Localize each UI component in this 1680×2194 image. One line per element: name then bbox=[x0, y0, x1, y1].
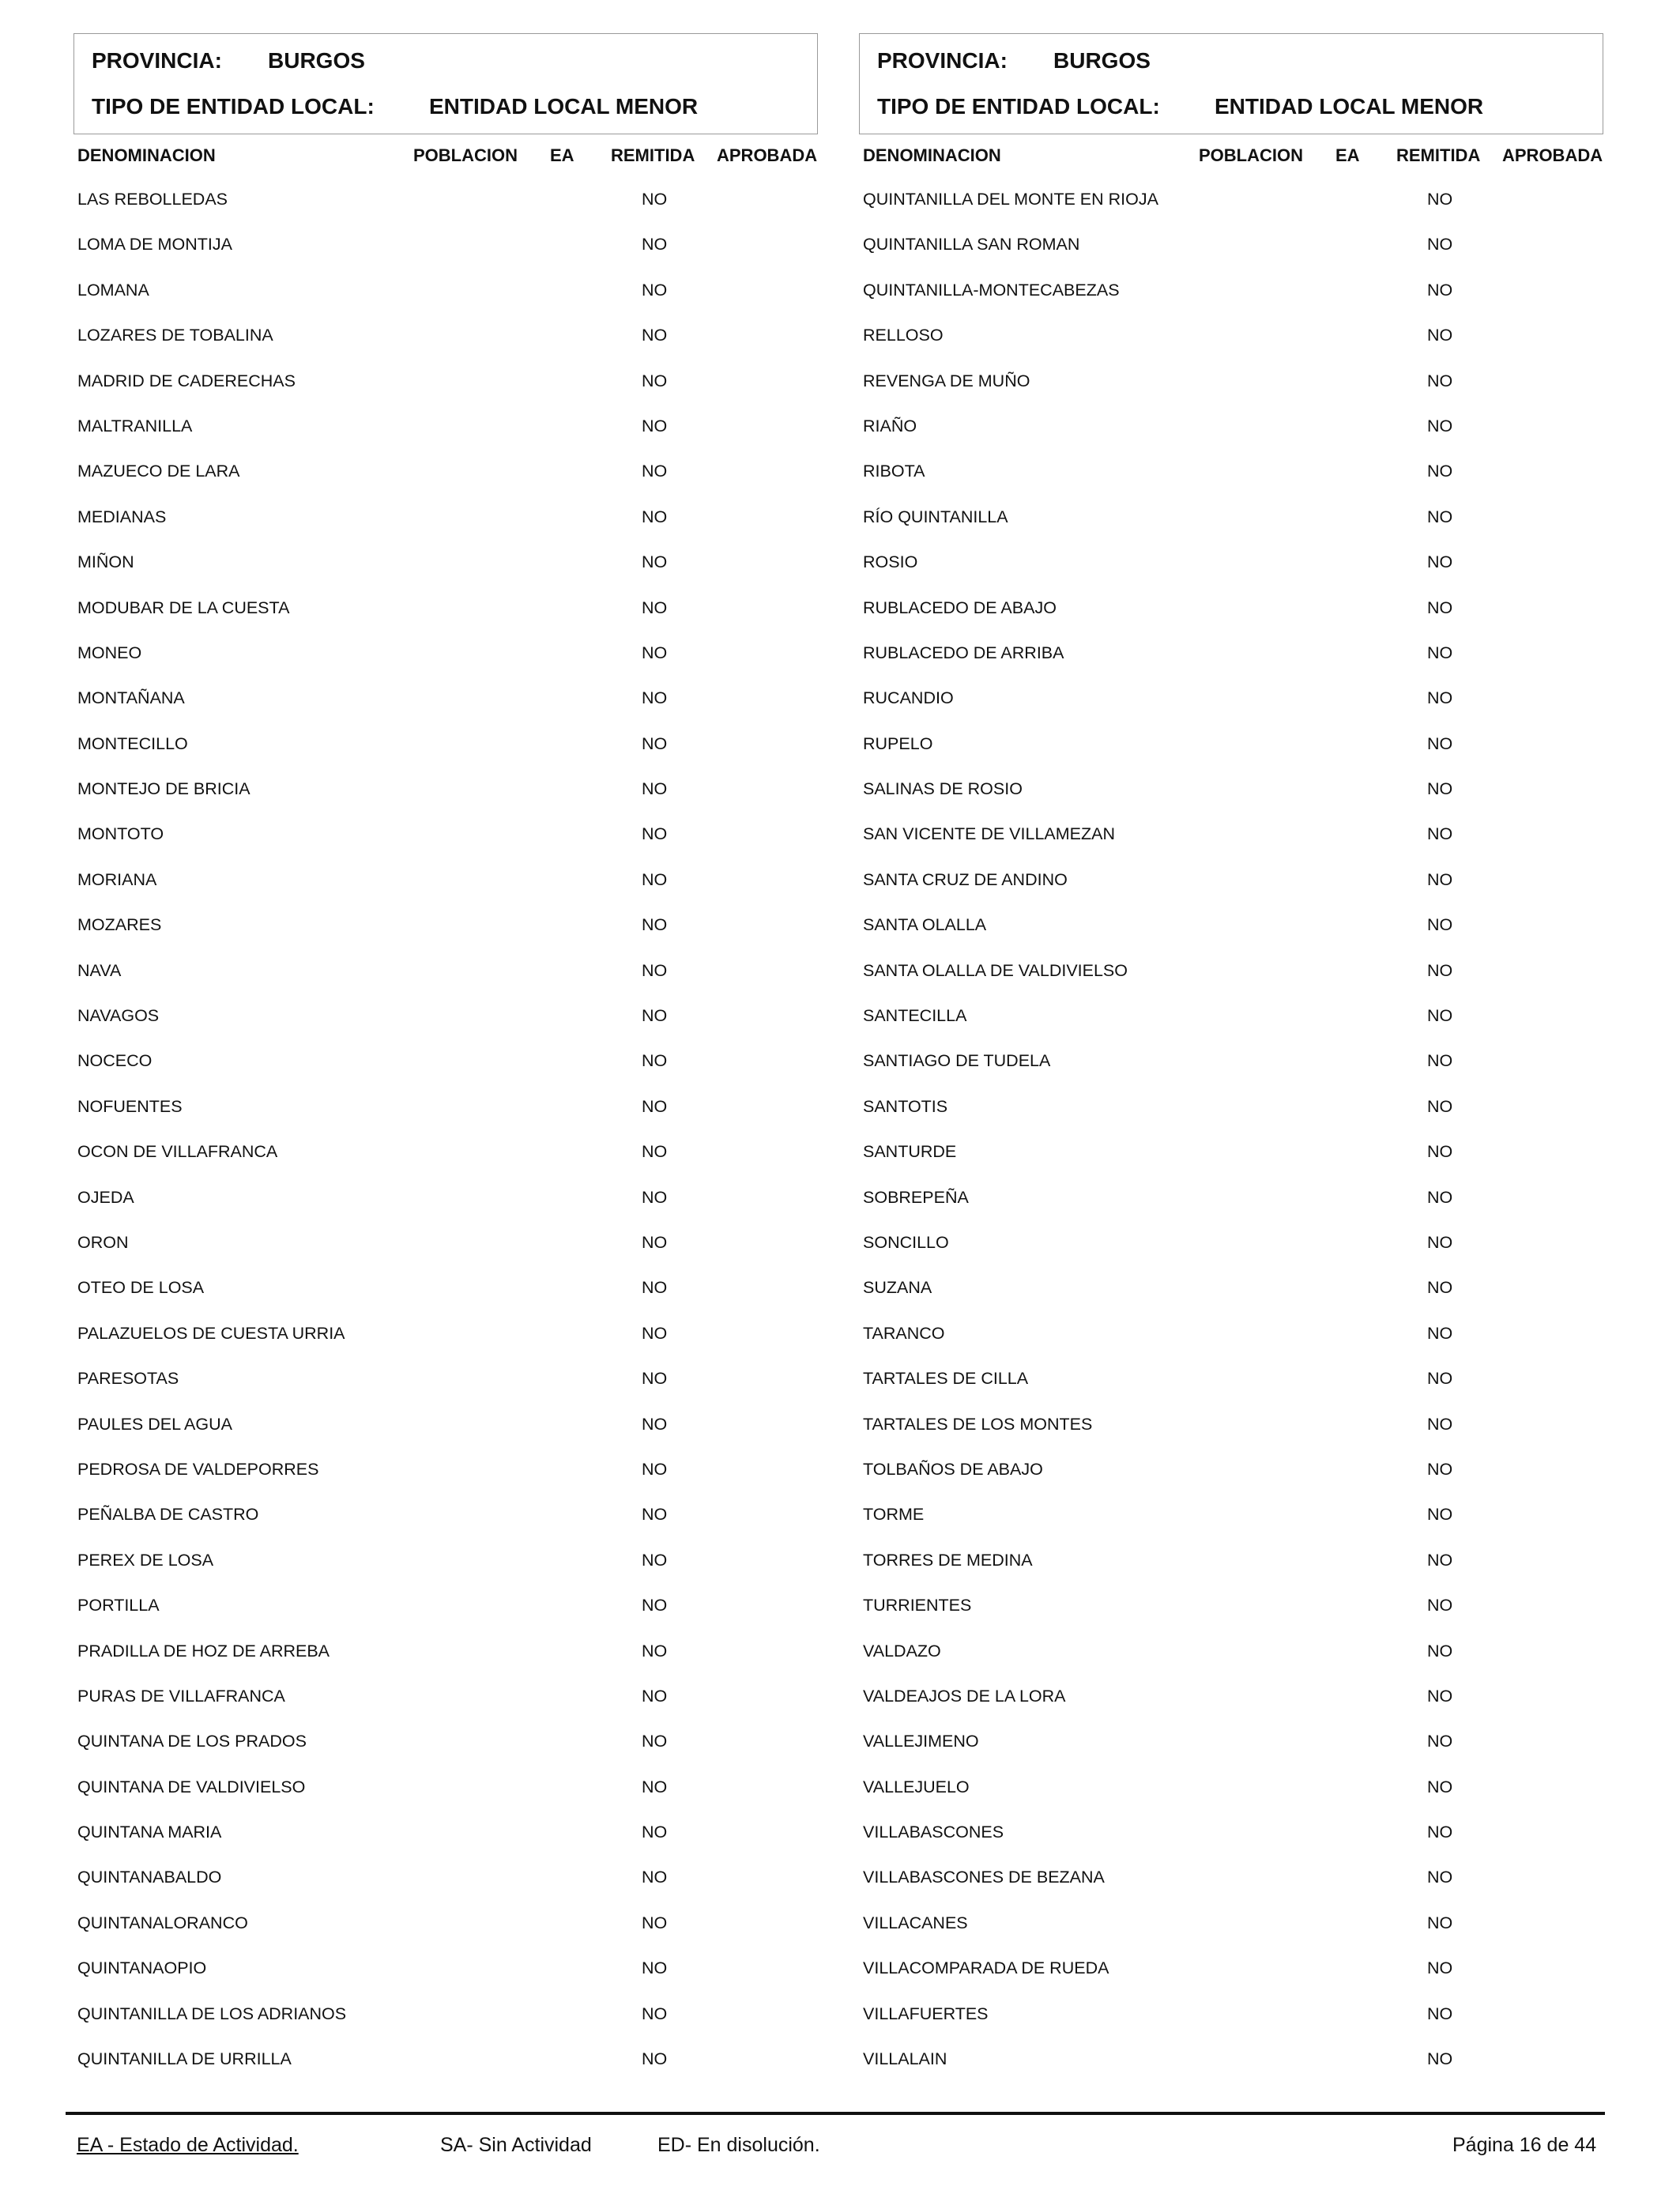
tipo-label: TIPO DE ENTIDAD LOCAL: bbox=[877, 94, 1160, 119]
tipo-label: TIPO DE ENTIDAD LOCAL: bbox=[92, 94, 375, 119]
remitida-value: NO bbox=[1427, 1096, 1453, 1116]
remitida-value: NO bbox=[642, 1868, 668, 1887]
entity-name: QUINTANA DE VALDIVIELSO bbox=[77, 1777, 306, 1796]
table-row bbox=[859, 674, 1603, 719]
table-row bbox=[73, 1763, 818, 1808]
table-row bbox=[859, 538, 1603, 583]
table-row bbox=[73, 1808, 818, 1853]
table-row bbox=[859, 901, 1603, 946]
remitida-value: NO bbox=[1427, 598, 1453, 617]
remitida-value: NO bbox=[642, 507, 668, 526]
remitida-value: NO bbox=[1427, 1051, 1453, 1071]
provincia-label: PROVINCIA: bbox=[877, 48, 1008, 73]
table-row bbox=[73, 1581, 818, 1627]
table-row bbox=[859, 1037, 1603, 1082]
remitida-value: NO bbox=[1427, 960, 1453, 980]
table-row bbox=[73, 765, 818, 810]
entity-name: QUINTANILLA SAN ROMAN bbox=[863, 235, 1080, 254]
table-row bbox=[73, 357, 818, 402]
entity-name: RIBOTA bbox=[863, 462, 925, 481]
table-row bbox=[859, 493, 1603, 538]
table-row bbox=[859, 1310, 1603, 1355]
table-row bbox=[859, 1264, 1603, 1309]
entity-name: MEDIANAS bbox=[77, 507, 167, 526]
remitida-value: NO bbox=[1427, 1777, 1453, 1796]
entity-name: PURAS DE VILLAFRANCA bbox=[77, 1686, 285, 1706]
col-aprobada: APROBADA bbox=[717, 145, 818, 165]
remitida-value: NO bbox=[1427, 1278, 1453, 1298]
table-row bbox=[73, 1037, 818, 1082]
remitida-value: NO bbox=[1427, 1323, 1453, 1343]
table-row bbox=[859, 2035, 1603, 2080]
col-remitida: REMITIDA bbox=[611, 145, 695, 165]
col-ea: EA bbox=[1335, 145, 1360, 165]
remitida-value: NO bbox=[642, 1369, 668, 1389]
entity-name: SANTA OLALLA bbox=[863, 915, 987, 935]
entity-name: SANTA OLALLA DE VALDIVIELSO bbox=[863, 960, 1128, 980]
remitida-value: NO bbox=[1427, 1232, 1453, 1252]
table-row bbox=[859, 1536, 1603, 1581]
entity-name: PORTILLA bbox=[77, 1596, 160, 1615]
entity-name: MORIANA bbox=[77, 869, 157, 889]
entity-name: VILLACOMPARADA DE RUEDA bbox=[863, 1958, 1109, 1978]
remitida-value: NO bbox=[642, 235, 668, 254]
table-row bbox=[73, 1672, 818, 1717]
table-row bbox=[73, 1990, 818, 2035]
entity-name: PARESOTAS bbox=[77, 1369, 179, 1389]
remitida-value: NO bbox=[642, 371, 668, 390]
entity-name: QUINTANILLA-MONTECABEZAS bbox=[863, 280, 1120, 300]
entity-name: QUINTANALORANCO bbox=[77, 1913, 248, 1932]
entity-name: MALTRANILLA bbox=[77, 416, 193, 435]
remitida-value: NO bbox=[1427, 1596, 1453, 1615]
remitida-value: NO bbox=[1427, 552, 1453, 572]
entity-name: MADRID DE CADERECHAS bbox=[77, 371, 296, 390]
entity-name: LAS REBOLLEDAS bbox=[77, 190, 228, 209]
remitida-value: NO bbox=[1427, 688, 1453, 708]
remitida-value: NO bbox=[1427, 733, 1453, 753]
remitida-value: NO bbox=[642, 462, 668, 481]
left-panel bbox=[73, 33, 818, 2080]
col-poblacion: POBLACION bbox=[1199, 145, 1303, 165]
table-row bbox=[73, 1853, 818, 1898]
table-row bbox=[73, 493, 818, 538]
remitida-value: NO bbox=[642, 960, 668, 980]
entity-name: TARANCO bbox=[863, 1323, 945, 1343]
table-row bbox=[73, 1128, 818, 1173]
remitida-value: NO bbox=[1427, 1142, 1453, 1162]
col-remitida: REMITIDA bbox=[1396, 145, 1481, 165]
remitida-value: NO bbox=[642, 598, 668, 617]
table-row bbox=[859, 1174, 1603, 1219]
remitida-value: NO bbox=[642, 1187, 668, 1207]
remitida-value: NO bbox=[642, 1051, 668, 1071]
table-row bbox=[859, 447, 1603, 492]
entity-name: SOBREPEÑA bbox=[863, 1187, 969, 1207]
table-row bbox=[73, 1355, 818, 1400]
entity-name: VILLABASCONES bbox=[863, 1823, 1004, 1842]
entity-name: LOZARES DE TOBALINA bbox=[77, 326, 273, 345]
table-row bbox=[73, 584, 818, 629]
entity-name: MAZUECO DE LARA bbox=[77, 462, 240, 481]
entity-name: QUINTANAOPIO bbox=[77, 1958, 207, 1978]
remitida-value: NO bbox=[642, 733, 668, 753]
entity-name: REVENGA DE MUÑO bbox=[863, 371, 1030, 390]
remitida-value: NO bbox=[642, 1096, 668, 1116]
remitida-value: NO bbox=[1427, 779, 1453, 799]
table-row bbox=[859, 1083, 1603, 1128]
table-row bbox=[859, 1355, 1603, 1400]
entity-name: RUBLACEDO DE ABAJO bbox=[863, 598, 1057, 617]
entity-name: SANTOTIS bbox=[863, 1096, 948, 1116]
entity-name: LOMA DE MONTIJA bbox=[77, 235, 232, 254]
remitida-value: NO bbox=[642, 824, 668, 844]
remitida-value: NO bbox=[642, 779, 668, 799]
remitida-value: NO bbox=[1427, 1823, 1453, 1842]
column-headers bbox=[859, 134, 1603, 175]
entity-name: QUINTANA MARIA bbox=[77, 1823, 222, 1842]
table-row bbox=[73, 538, 818, 583]
ed-legend: ED- En disolución. bbox=[657, 2134, 820, 2156]
table-row bbox=[859, 1627, 1603, 1672]
remitida-value: NO bbox=[1427, 416, 1453, 435]
remitida-value: NO bbox=[642, 280, 668, 300]
remitida-value: NO bbox=[1427, 1006, 1453, 1026]
table-row bbox=[73, 992, 818, 1037]
remitida-value: NO bbox=[1427, 1732, 1453, 1751]
entity-name: RIAÑO bbox=[863, 416, 917, 435]
table-row bbox=[859, 629, 1603, 674]
remitida-value: NO bbox=[642, 869, 668, 889]
entity-name: ORON bbox=[77, 1232, 129, 1252]
entity-name: VALLEJIMENO bbox=[863, 1732, 979, 1751]
table-row bbox=[859, 1446, 1603, 1491]
remitida-value: NO bbox=[1427, 1868, 1453, 1887]
right-panel bbox=[859, 33, 1603, 2080]
entity-name: RÍO QUINTANILLA bbox=[863, 507, 1008, 526]
table-row bbox=[73, 1491, 818, 1536]
entity-name: VALDEAJOS DE LA LORA bbox=[863, 1686, 1066, 1706]
remitida-value: NO bbox=[642, 1414, 668, 1434]
remitida-value: NO bbox=[1427, 1550, 1453, 1570]
remitida-value: NO bbox=[1427, 190, 1453, 209]
entity-list bbox=[859, 175, 1603, 2080]
remitida-value: NO bbox=[642, 688, 668, 708]
col-denominacion: DENOMINACION bbox=[77, 145, 216, 165]
entity-name: SANTIAGO DE TUDELA bbox=[863, 1051, 1051, 1071]
table-row bbox=[859, 810, 1603, 855]
entity-name: NOCECO bbox=[77, 1051, 153, 1071]
remitida-value: NO bbox=[642, 1913, 668, 1932]
entity-name: MONTEJO DE BRICIA bbox=[77, 779, 250, 799]
remitida-value: NO bbox=[642, 552, 668, 572]
table-row bbox=[859, 266, 1603, 311]
table-row bbox=[73, 175, 818, 221]
remitida-value: NO bbox=[642, 1006, 668, 1026]
remitida-value: NO bbox=[1427, 326, 1453, 345]
remitida-value: NO bbox=[642, 2049, 668, 2069]
provincia-line bbox=[877, 48, 1151, 74]
remitida-value: NO bbox=[1427, 1369, 1453, 1389]
table-row bbox=[859, 1944, 1603, 1989]
table-row bbox=[859, 1990, 1603, 2035]
entity-name: OCON DE VILLAFRANCA bbox=[77, 1142, 278, 1162]
entity-name: PEREX DE LOSA bbox=[77, 1550, 214, 1570]
entity-name: TARTALES DE CILLA bbox=[863, 1369, 1029, 1389]
entity-name: VILLALAIN bbox=[863, 2049, 947, 2069]
remitida-value: NO bbox=[1427, 371, 1453, 390]
table-row bbox=[859, 765, 1603, 810]
table-row bbox=[859, 584, 1603, 629]
header-box bbox=[859, 33, 1603, 134]
entity-name: RUBLACEDO DE ARRIBA bbox=[863, 643, 1064, 662]
entity-name: MIÑON bbox=[77, 552, 134, 572]
entity-name: PEÑALBA DE CASTRO bbox=[77, 1505, 259, 1525]
provincia-value: BURGOS bbox=[268, 48, 365, 73]
entity-name: NAVAGOS bbox=[77, 1006, 160, 1026]
remitida-value: NO bbox=[642, 1823, 668, 1842]
table-row bbox=[859, 1128, 1603, 1173]
table-row bbox=[73, 674, 818, 719]
remitida-value: NO bbox=[642, 915, 668, 935]
tipo-line bbox=[877, 94, 1484, 119]
col-poblacion: POBLACION bbox=[413, 145, 518, 165]
entity-name: SANTA CRUZ DE ANDINO bbox=[863, 869, 1068, 889]
entity-name: PEDROSA DE VALDEPORRES bbox=[77, 1459, 319, 1479]
provincia-line bbox=[92, 48, 365, 74]
remitida-value: NO bbox=[1427, 915, 1453, 935]
remitida-value: NO bbox=[1427, 1414, 1453, 1434]
footer-divider bbox=[66, 2112, 1605, 2115]
table-row bbox=[73, 901, 818, 946]
table-row bbox=[859, 1491, 1603, 1536]
entity-name: SALINAS DE ROSIO bbox=[863, 779, 1023, 799]
table-row bbox=[73, 266, 818, 311]
remitida-value: NO bbox=[642, 416, 668, 435]
table-row bbox=[859, 720, 1603, 765]
remitida-value: NO bbox=[1427, 1641, 1453, 1661]
remitida-value: NO bbox=[642, 1278, 668, 1298]
entity-list bbox=[73, 175, 818, 2080]
remitida-value: NO bbox=[642, 1550, 668, 1570]
remitida-value: NO bbox=[1427, 1459, 1453, 1479]
table-row bbox=[73, 856, 818, 901]
remitida-value: NO bbox=[1427, 462, 1453, 481]
entity-name: OJEDA bbox=[77, 1187, 134, 1207]
remitida-value: NO bbox=[1427, 824, 1453, 844]
table-row bbox=[73, 720, 818, 765]
entity-name: VILLABASCONES DE BEZANA bbox=[863, 1868, 1105, 1887]
remitida-value: NO bbox=[1427, 235, 1453, 254]
table-row bbox=[73, 1264, 818, 1309]
remitida-value: NO bbox=[1427, 1505, 1453, 1525]
entity-name: SANTECILLA bbox=[863, 1006, 967, 1026]
entity-name: TURRIENTES bbox=[863, 1596, 972, 1615]
entity-name: OTEO DE LOSA bbox=[77, 1278, 205, 1298]
remitida-value: NO bbox=[1427, 869, 1453, 889]
table-row bbox=[73, 1899, 818, 1944]
table-row bbox=[859, 1581, 1603, 1627]
table-row bbox=[73, 947, 818, 992]
table-row bbox=[73, 810, 818, 855]
entity-name: TARTALES DE LOS MONTES bbox=[863, 1414, 1093, 1434]
remitida-value: NO bbox=[1427, 643, 1453, 662]
remitida-value: NO bbox=[642, 1732, 668, 1751]
col-ea: EA bbox=[550, 145, 574, 165]
entity-name: SONCILLO bbox=[863, 1232, 949, 1252]
remitida-value: NO bbox=[642, 1323, 668, 1343]
remitida-value: NO bbox=[1427, 1913, 1453, 1932]
entity-name: MODUBAR DE LA CUESTA bbox=[77, 598, 290, 617]
entity-name: VILLACANES bbox=[863, 1913, 968, 1932]
entity-name: TORME bbox=[863, 1505, 925, 1525]
table-row bbox=[859, 311, 1603, 356]
col-aprobada: APROBADA bbox=[1502, 145, 1603, 165]
entity-name: SANTURDE bbox=[863, 1142, 957, 1162]
table-row bbox=[859, 1899, 1603, 1944]
table-row bbox=[73, 311, 818, 356]
table-row bbox=[73, 1944, 818, 1989]
table-row bbox=[73, 1446, 818, 1491]
table-row bbox=[859, 1853, 1603, 1898]
header-box bbox=[73, 33, 818, 134]
remitida-value: NO bbox=[1427, 1686, 1453, 1706]
tipo-value: ENTIDAD LOCAL MENOR bbox=[429, 94, 699, 119]
remitida-value: NO bbox=[642, 1232, 668, 1252]
entity-name: RELLOSO bbox=[863, 326, 944, 345]
entity-name: MONTOTO bbox=[77, 824, 164, 844]
provincia-label: PROVINCIA: bbox=[92, 48, 222, 73]
table-row bbox=[73, 402, 818, 447]
entity-name: LOMANA bbox=[77, 280, 149, 300]
table-row bbox=[859, 1717, 1603, 1762]
remitida-value: NO bbox=[642, 1505, 668, 1525]
table-row bbox=[73, 1083, 818, 1128]
table-row bbox=[73, 1310, 818, 1355]
entity-name: PRADILLA DE HOZ DE ARREBA bbox=[77, 1641, 330, 1661]
table-row bbox=[73, 447, 818, 492]
table-row bbox=[859, 357, 1603, 402]
table-row bbox=[859, 1672, 1603, 1717]
entity-name: VILLAFUERTES bbox=[863, 2004, 989, 2023]
remitida-value: NO bbox=[1427, 1187, 1453, 1207]
entity-name: QUINTANA DE LOS PRADOS bbox=[77, 1732, 307, 1751]
entity-name: SUZANA bbox=[863, 1278, 932, 1298]
table-row bbox=[859, 221, 1603, 266]
table-row bbox=[859, 992, 1603, 1037]
entity-name: QUINTANILLA DEL MONTE EN RIOJA bbox=[863, 190, 1158, 209]
remitida-value: NO bbox=[1427, 2049, 1453, 2069]
entity-name: PALAZUELOS DE CUESTA URRIA bbox=[77, 1323, 345, 1343]
remitida-value: NO bbox=[642, 643, 668, 662]
entity-name: NAVA bbox=[77, 960, 122, 980]
remitida-value: NO bbox=[642, 1459, 668, 1479]
remitida-value: NO bbox=[1427, 1958, 1453, 1978]
table-row bbox=[73, 1717, 818, 1762]
remitida-value: NO bbox=[1427, 2004, 1453, 2023]
remitida-value: NO bbox=[642, 190, 668, 209]
entity-name: QUINTANILLA DE URRILLA bbox=[77, 2049, 292, 2069]
table-row bbox=[859, 947, 1603, 992]
remitida-value: NO bbox=[642, 1596, 668, 1615]
table-row bbox=[73, 1174, 818, 1219]
entity-name: SAN VICENTE DE VILLAMEZAN bbox=[863, 824, 1115, 844]
entity-name: QUINTANABALDO bbox=[77, 1868, 222, 1887]
table-row bbox=[73, 1627, 818, 1672]
page-number: Página 16 de 44 bbox=[1452, 2134, 1597, 2156]
table-row bbox=[859, 1763, 1603, 1808]
table-row bbox=[73, 1400, 818, 1446]
table-row bbox=[859, 1400, 1603, 1446]
table-row bbox=[859, 856, 1603, 901]
column-headers bbox=[73, 134, 818, 175]
sa-legend: SA- Sin Actividad bbox=[440, 2134, 592, 2156]
remitida-value: NO bbox=[642, 1142, 668, 1162]
table-row bbox=[73, 221, 818, 266]
table-row bbox=[73, 2035, 818, 2080]
entity-name: RUCANDIO bbox=[863, 688, 954, 708]
remitida-value: NO bbox=[642, 1641, 668, 1661]
entity-name: ROSIO bbox=[863, 552, 918, 572]
entity-name: NOFUENTES bbox=[77, 1096, 183, 1116]
entity-name: PAULES DEL AGUA bbox=[77, 1414, 232, 1434]
entity-name: RUPELO bbox=[863, 733, 933, 753]
entity-name: MONEO bbox=[77, 643, 142, 662]
entity-name: TOLBAÑOS DE ABAJO bbox=[863, 1459, 1043, 1479]
entity-name: VALDAZO bbox=[863, 1641, 941, 1661]
ea-legend: EA - Estado de Actividad. bbox=[77, 2134, 299, 2156]
table-row bbox=[859, 1219, 1603, 1264]
tipo-line bbox=[92, 94, 699, 119]
table-row bbox=[73, 629, 818, 674]
col-denominacion: DENOMINACION bbox=[863, 145, 1001, 165]
remitida-value: NO bbox=[642, 2004, 668, 2023]
remitida-value: NO bbox=[1427, 280, 1453, 300]
entity-name: VALLEJUELO bbox=[863, 1777, 970, 1796]
tipo-value: ENTIDAD LOCAL MENOR bbox=[1215, 94, 1484, 119]
remitida-value: NO bbox=[642, 326, 668, 345]
remitida-value: NO bbox=[642, 1686, 668, 1706]
provincia-value: BURGOS bbox=[1053, 48, 1151, 73]
table-row bbox=[859, 175, 1603, 221]
entity-name: TORRES DE MEDINA bbox=[863, 1550, 1033, 1570]
remitida-value: NO bbox=[642, 1958, 668, 1978]
table-row bbox=[73, 1536, 818, 1581]
remitida-value: NO bbox=[1427, 507, 1453, 526]
table-row bbox=[859, 1808, 1603, 1853]
remitida-value: NO bbox=[642, 1777, 668, 1796]
table-row bbox=[73, 1219, 818, 1264]
entity-name: MONTECILLO bbox=[77, 733, 188, 753]
entity-name: MOZARES bbox=[77, 915, 162, 935]
entity-name: MONTAÑANA bbox=[77, 688, 185, 708]
entity-name: QUINTANILLA DE LOS ADRIANOS bbox=[77, 2004, 347, 2023]
table-row bbox=[859, 402, 1603, 447]
